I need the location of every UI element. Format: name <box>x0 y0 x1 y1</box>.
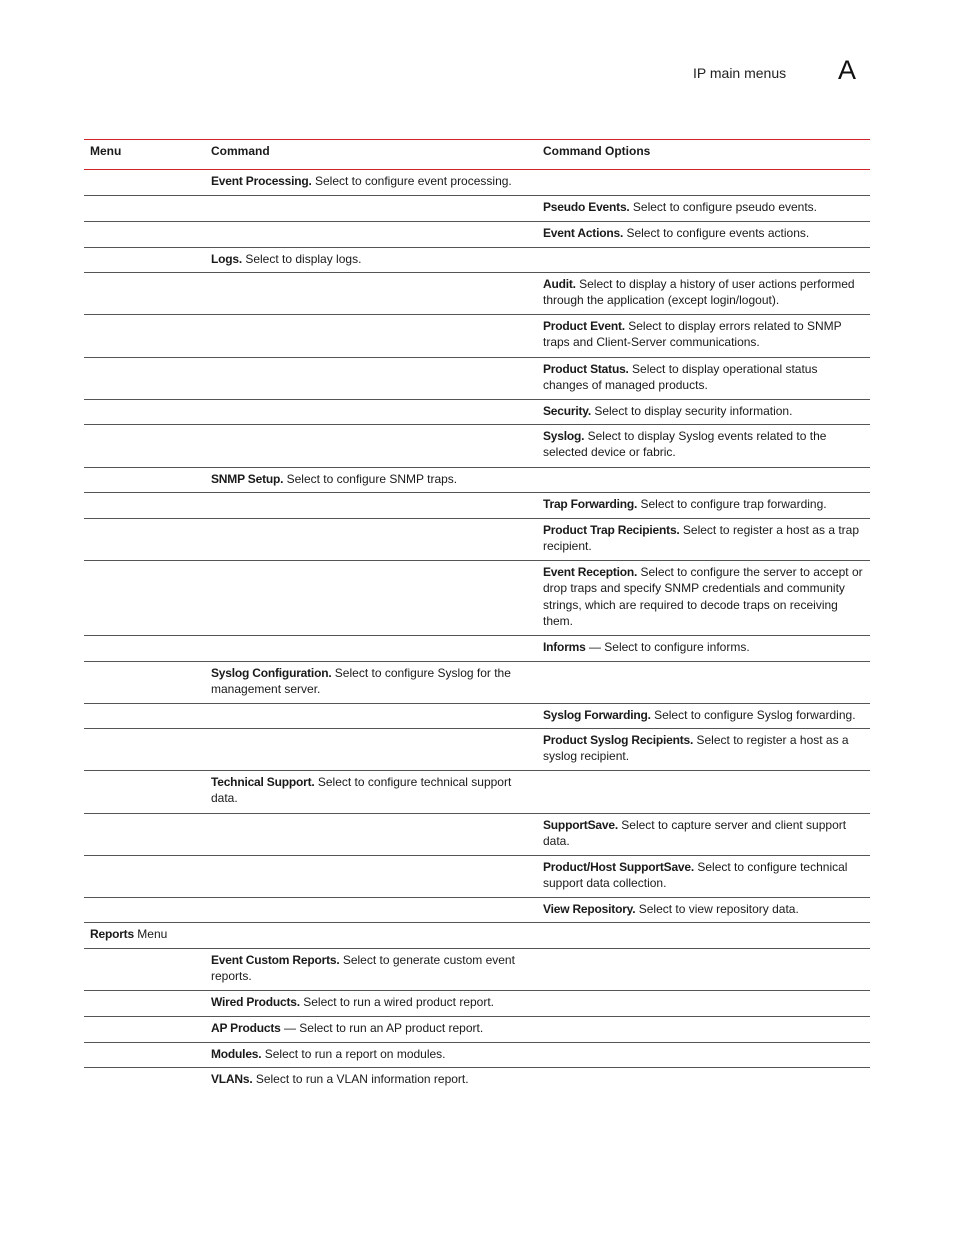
table-row <box>84 898 870 923</box>
menu-suffix: Menu <box>133 927 168 941</box>
description-text: Select to run a VLAN information report. <box>252 1072 469 1086</box>
command-option-cell <box>543 639 865 655</box>
description-text: Select to configure trap forwarding. <box>637 497 827 511</box>
description-text: Select to configure technical support data collection. <box>543 860 848 891</box>
table-row <box>84 170 870 196</box>
table-row <box>84 991 870 1017</box>
command-name: Logs. <box>211 252 242 266</box>
table-row <box>84 273 870 315</box>
command-option-cell <box>543 564 865 630</box>
table-header <box>84 139 870 170</box>
table-row <box>84 704 870 729</box>
description-text: Select to configure events actions. <box>623 226 810 240</box>
command-cell <box>211 173 531 189</box>
description-text: Select to configure SNMP traps. <box>283 472 458 486</box>
command-option-cell <box>543 428 865 461</box>
command-cell <box>211 994 531 1010</box>
option-name: Pseudo Events. <box>543 200 630 214</box>
option-name: Syslog. <box>543 429 585 443</box>
description-text: Select to configure pseudo events. <box>629 200 818 214</box>
option-name: Product Event. <box>543 319 625 333</box>
table-row <box>84 1068 870 1093</box>
description-text: Select to generate custom event reports. <box>211 953 515 984</box>
command-option-cell <box>543 199 865 215</box>
command-option-cell <box>543 496 865 512</box>
command-option-cell <box>543 901 865 917</box>
command-cell <box>211 471 531 487</box>
option-name: SupportSave. <box>543 818 618 832</box>
description-text: Select to register a host as a syslog recipient. <box>543 733 849 764</box>
command-cell <box>211 1046 531 1062</box>
description-text: Select to configure event processing. <box>311 174 512 188</box>
table-row <box>84 248 870 273</box>
option-name: Event Reception. <box>543 565 638 579</box>
command-option-cell <box>543 817 865 850</box>
table-row <box>84 196 870 222</box>
command-name: AP Products <box>211 1021 281 1035</box>
column-header-menu: Menu <box>90 144 122 158</box>
table-row <box>84 519 870 561</box>
table-row <box>84 949 870 991</box>
command-name: Event Processing. <box>211 174 312 188</box>
table-row <box>84 814 870 856</box>
table-row <box>84 222 870 248</box>
table-row <box>84 561 870 636</box>
menu-name: Reports <box>90 927 134 941</box>
command-option-cell <box>543 707 865 723</box>
command-option-cell <box>543 276 865 309</box>
description-text: Select to configure Syslog forwarding. <box>650 708 856 722</box>
command-name: Event Custom Reports. <box>211 953 340 967</box>
column-header-options: Command Options <box>543 144 651 158</box>
option-name: View Repository. <box>543 902 636 916</box>
option-name: Informs <box>543 640 586 654</box>
appendix-letter: A <box>838 55 857 85</box>
command-option-cell <box>543 361 865 394</box>
table-row <box>84 358 870 400</box>
option-name: Syslog Forwarding. <box>543 708 651 722</box>
option-name: Event Actions. <box>543 226 624 240</box>
command-cell <box>211 1020 531 1036</box>
description-text: Select to configure Syslog for the management server. <box>211 666 511 697</box>
command-name: Modules. <box>211 1047 262 1061</box>
option-name: Trap Forwarding. <box>543 497 638 511</box>
option-name: Product/Host SupportSave. <box>543 860 695 874</box>
description-text: Select to run a wired product report. <box>299 995 495 1009</box>
command-cell <box>211 1071 531 1087</box>
table-row <box>84 425 870 468</box>
description-text: Select to display security information. <box>591 404 793 418</box>
command-name: Technical Support. <box>211 775 315 789</box>
command-option-cell <box>543 522 865 555</box>
description-text: Select to display Syslog events related to the selected device or fabric. <box>543 429 827 460</box>
description-text: Select to view repository data. <box>635 902 799 916</box>
description-text: — Select to configure informs. <box>585 640 750 654</box>
menu-cell <box>90 926 167 942</box>
option-name: Product Trap Recipients. <box>543 523 680 537</box>
description-text: Select to display logs. <box>242 252 362 266</box>
table-row <box>84 1017 870 1043</box>
table-row <box>84 771 870 814</box>
description-text: Select to display errors related to SNMP traps and Client-Server communications. <box>543 319 842 350</box>
command-cell <box>211 952 531 985</box>
table-row <box>84 729 870 771</box>
command-cell <box>211 774 531 807</box>
table-body <box>84 170 870 1093</box>
command-name: Wired Products. <box>211 995 300 1009</box>
table-row <box>84 468 870 493</box>
option-name: Audit. <box>543 277 576 291</box>
table-row <box>84 662 870 704</box>
description-text: Select to configure technical support data. <box>211 775 512 806</box>
command-name: Syslog Configuration. <box>211 666 332 680</box>
description-text: — Select to run an AP product report. <box>280 1021 484 1035</box>
table-row <box>84 1043 870 1068</box>
description-text: Select to configure the server to accept or drop traps and specify SNMP credentials and community strings, which are required to decode traps on receiving them. <box>543 565 863 629</box>
menu-commands-table <box>84 139 870 1093</box>
description-text: Select to run a report on modules. <box>261 1047 446 1061</box>
page-section-title: IP main menus <box>693 65 787 81</box>
description-text: Select to display operational status changes of managed products. <box>543 362 818 393</box>
description-text: Select to capture server and client support data. <box>543 818 847 849</box>
option-name: Product Syslog Recipients. <box>543 733 694 747</box>
command-option-cell <box>543 859 865 892</box>
table-row <box>84 923 870 949</box>
option-name: Product Status. <box>543 362 629 376</box>
description-text: Select to register a host as a trap recipient. <box>543 523 860 554</box>
column-header-command: Command <box>211 144 270 158</box>
command-cell <box>211 251 531 267</box>
command-cell <box>211 665 531 698</box>
option-name: Security. <box>543 404 591 418</box>
command-option-cell <box>543 225 865 241</box>
command-option-cell <box>543 732 865 765</box>
command-option-cell <box>543 403 865 419</box>
command-name: SNMP Setup. <box>211 472 284 486</box>
description-text: Select to display a history of user actions performed through the application (except login/logout). <box>543 277 855 308</box>
table-row <box>84 636 870 662</box>
table-row <box>84 856 870 898</box>
command-option-cell <box>543 318 865 351</box>
table-row <box>84 315 870 358</box>
table-row <box>84 400 870 425</box>
table-row <box>84 493 870 519</box>
command-name: VLANs. <box>211 1072 253 1086</box>
